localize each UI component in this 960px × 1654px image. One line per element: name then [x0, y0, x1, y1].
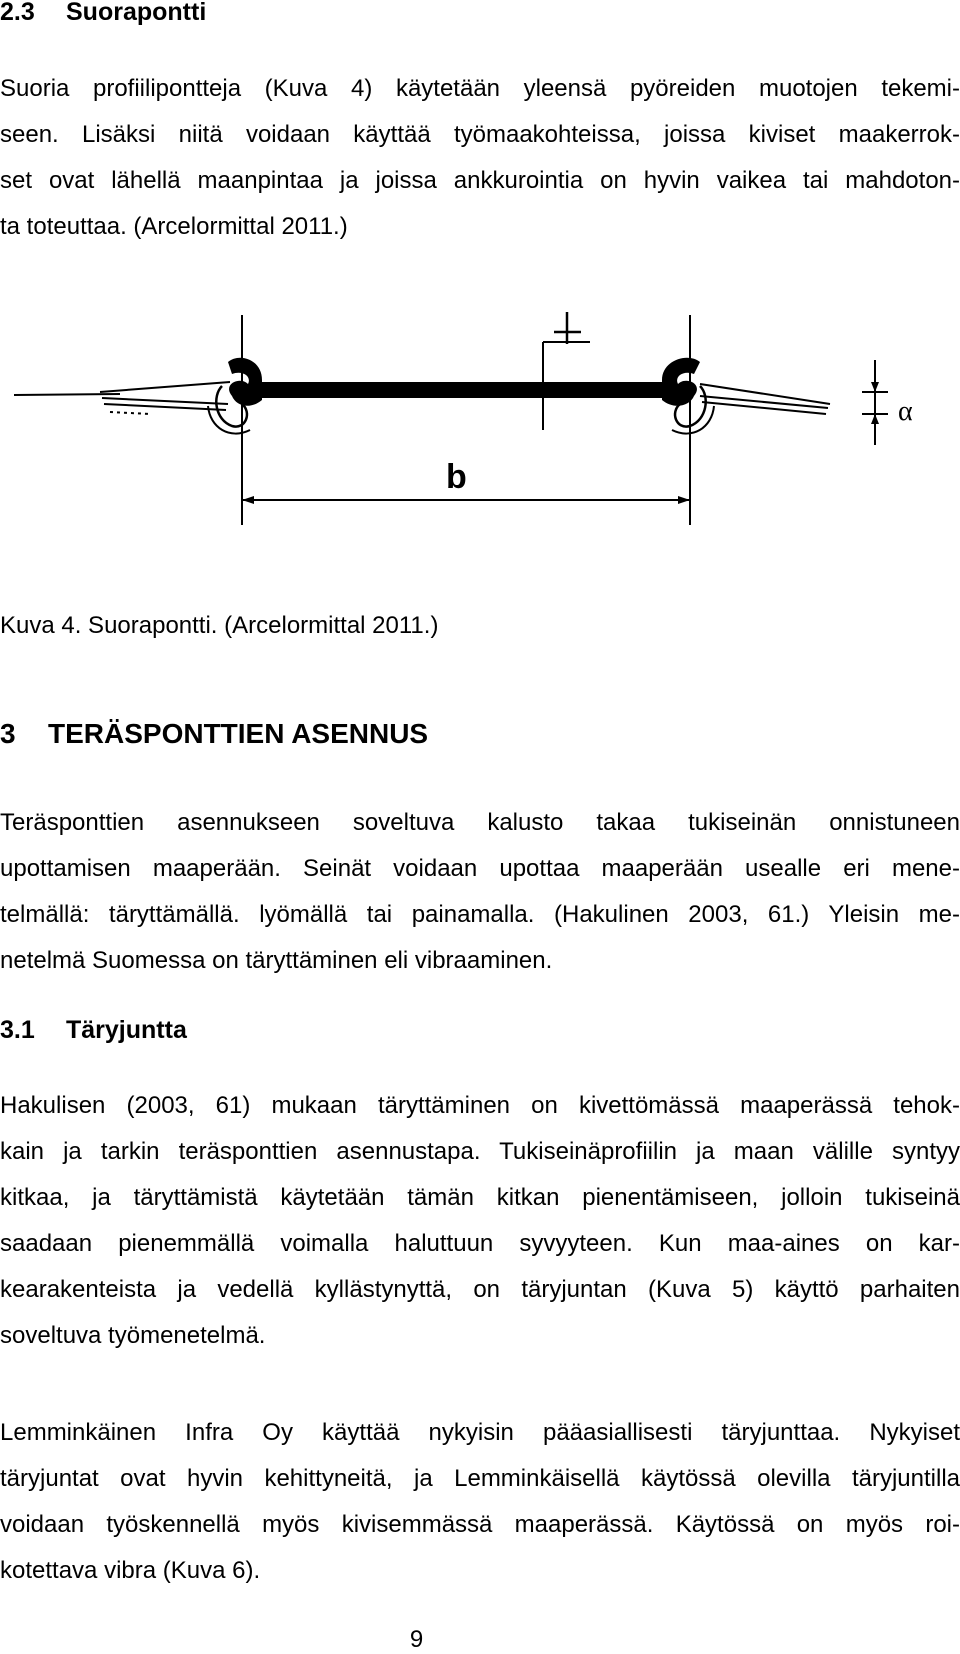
- paragraph-lemminkainen: [0, 1410, 960, 1594]
- section-title: TERÄSPONTTIEN ASENNUS: [48, 718, 429, 749]
- paragraph-straight-profile: [0, 66, 960, 250]
- section-heading-3: [0, 718, 428, 750]
- text-line: täryjuntat ovat hyvin kehittyneitä, ja Lemminkäisellä käytössä olevilla täryjuntilla: [0, 1465, 960, 1492]
- text-line: netelmä Suomessa on täryttäminen eli vibraaminen.: [0, 947, 553, 974]
- text-line: soveltuva työmenetelmä.: [0, 1322, 266, 1349]
- section-number: 2.3: [0, 0, 35, 26]
- section-heading-3-1: [0, 1016, 187, 1045]
- text-line: voidaan työskennellä myös kivisemmässä maaperässä. Käytössä on myös roi-: [0, 1511, 960, 1538]
- figure-caption: Kuva 4. Suorapontti. (Arcelormittal 2011.): [0, 612, 439, 639]
- section-number: 3.1: [0, 1016, 35, 1044]
- sheet-pile-figure: [0, 300, 960, 560]
- section-heading-2-3: [0, 0, 206, 27]
- text-line: kitkaa, ja täryttämistä käytetään tämän kitkan pienentämiseen, jolloin tukiseinä: [0, 1184, 960, 1211]
- text-line: ta toteuttaa. (Arcelormittal 2011.): [0, 213, 348, 240]
- text-line: seen. Lisäksi niitä voidaan käyttää työmaakohteissa, joissa kiviset maakerrok-: [0, 121, 960, 148]
- page-number: 9: [409, 1626, 424, 1653]
- text-line: set ovat lähellä maanpintaa ja joissa ankkurointia on hyvin vaikea tai mahdoton-: [0, 167, 960, 194]
- paragraph-vibratory-hammer: [0, 1083, 960, 1359]
- left-interlock: [228, 358, 262, 406]
- text-line: telmällä: täryttämällä. lyömällä tai painamalla. (Hakulinen 2003, 61.) Yleisin me-: [0, 901, 960, 928]
- text-line: kearakenteista ja vedellä kyllästynyttä, on täryjuntan (Kuva 5) käyttö parhaiten: [0, 1276, 960, 1303]
- text-line: Suoria profiilipontteja (Kuva 4) käytetään yleensä pyöreiden muotojen tekemi-: [0, 75, 960, 102]
- text-line: kain ja tarkin teräsponttien asennustapa. Tukiseinäprofiilin ja maan välille syntyy: [0, 1138, 960, 1165]
- dimension-label-b: b: [446, 458, 467, 496]
- right-interlock: [662, 358, 700, 406]
- section-title: Täryjuntta: [66, 1016, 187, 1044]
- section-number: 3: [0, 718, 16, 749]
- text-line: kotettava vibra (Kuva 6).: [0, 1557, 261, 1584]
- text-line: Teräsponttien asennukseen soveltuva kalusto takaa tukiseinän onnistuneen: [0, 809, 960, 836]
- section-title: Suorapontti: [66, 0, 207, 26]
- text-line: saadaan pienemmällä voimalla haluttuun syvyyteen. Kun maa-aines on kar-: [0, 1230, 960, 1257]
- angle-label-alpha: α: [898, 396, 913, 427]
- paragraph-installation: [0, 800, 960, 984]
- text-line: Hakulisen (2003, 61) mukaan täryttäminen on kivettömässä maaperässä tehok-: [0, 1092, 960, 1119]
- text-line: upottamisen maaperään. Seinät voidaan upottaa maaperään usealle eri mene-: [0, 855, 960, 882]
- pile-web: [262, 382, 662, 398]
- text-line: Lemminkäinen Infra Oy käyttää nykyisin pääasiallisesti täryjunttaa. Nykyiset: [0, 1419, 960, 1446]
